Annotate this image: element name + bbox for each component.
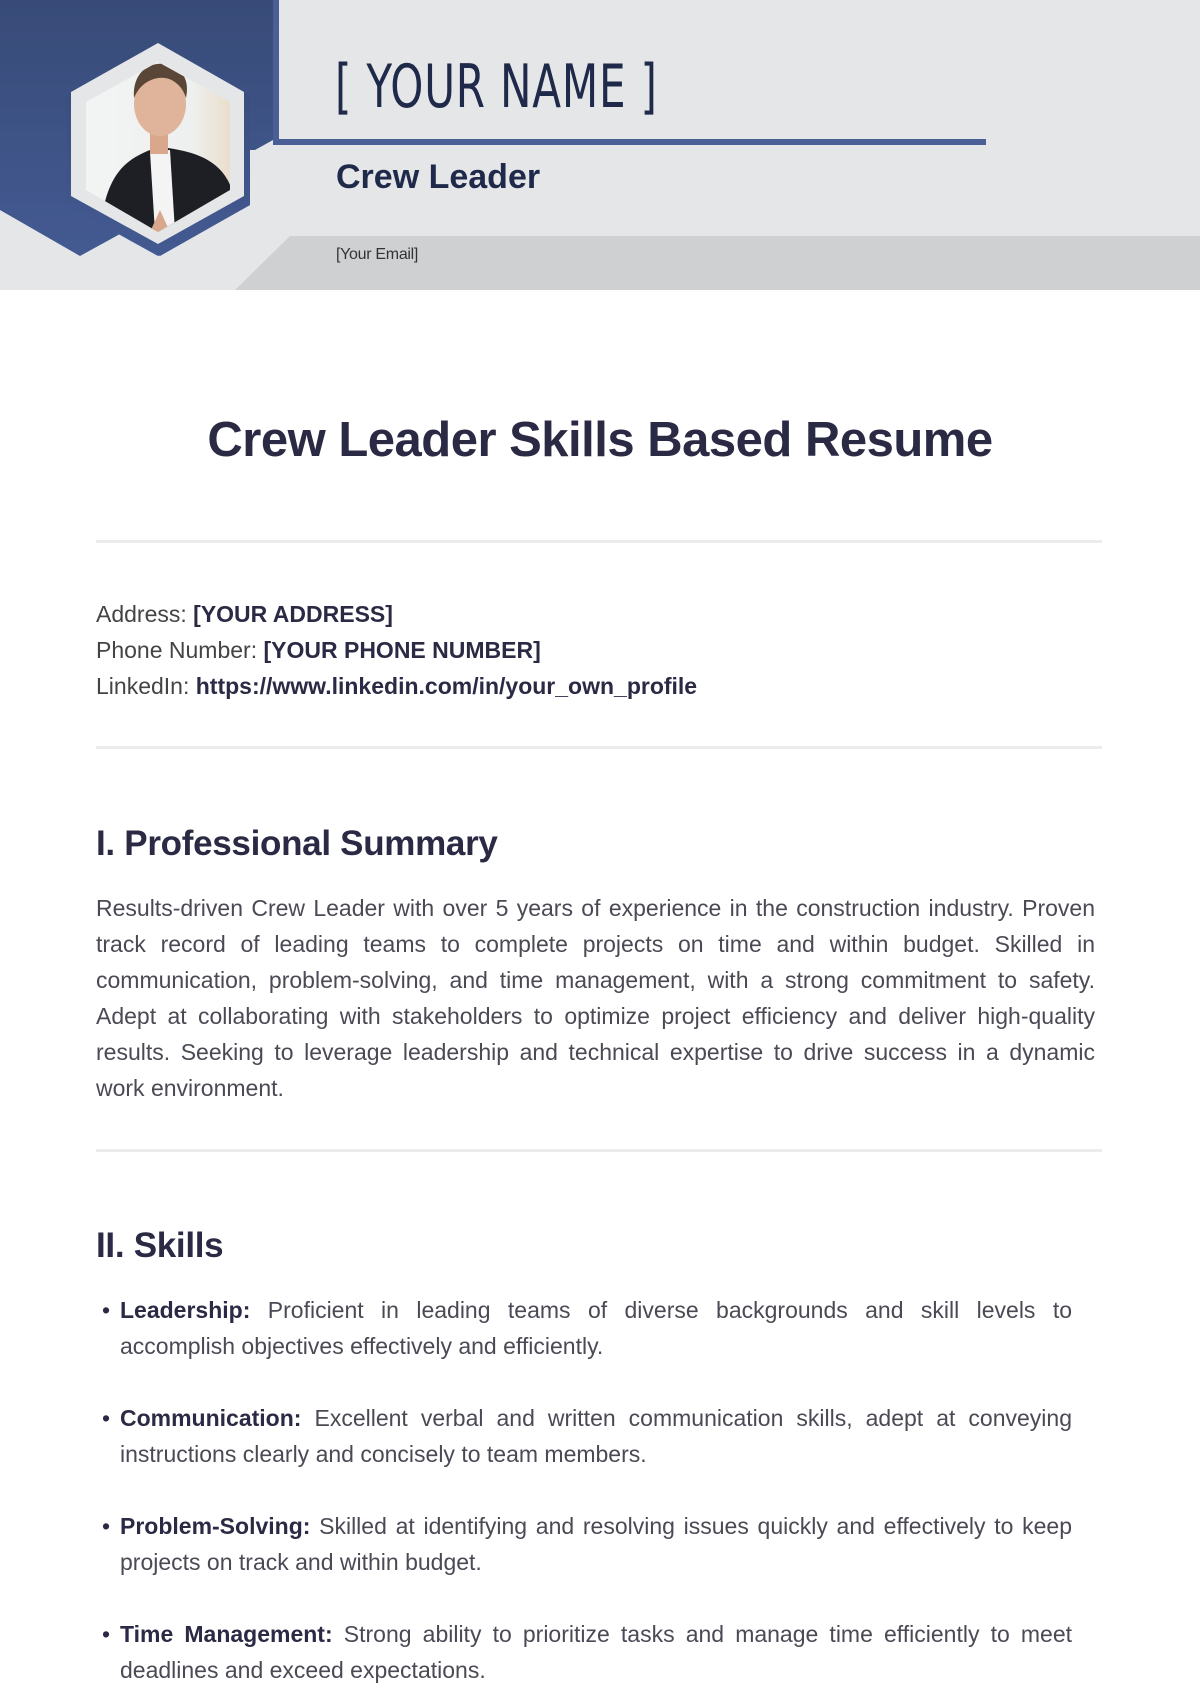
skills-list [96, 1292, 1072, 1701]
skill-label: Communication: [120, 1405, 302, 1431]
skill-label: Leadership: [120, 1297, 251, 1323]
contact-phone [96, 632, 697, 668]
section-title-skills: II. Skills [96, 1226, 224, 1265]
contact-address [96, 596, 697, 632]
skill-description: Excellent verbal and written communication skills, adept at conveying instructions clearly and concisely to team members. [120, 1405, 1072, 1467]
name-underline [273, 139, 986, 145]
job-title: Crew Leader [336, 158, 541, 196]
skill-item-leadership [96, 1292, 1072, 1364]
bullet-icon: • [102, 1405, 111, 1431]
divider [96, 746, 1102, 749]
skill-label: Time Management: [120, 1621, 333, 1647]
skill-item-problem-solving [96, 1508, 1072, 1580]
bullet-icon: • [102, 1297, 111, 1323]
document-title: Crew Leader Skills Based Resume [207, 413, 993, 467]
section-title-summary: I. Professional Summary [96, 824, 498, 863]
address-label: Address: [96, 601, 187, 627]
header-background-shapes [0, 0, 1200, 290]
divider [96, 540, 1102, 543]
skill-item-time-management [96, 1616, 1072, 1688]
skill-item-communication [96, 1400, 1072, 1472]
skill-description: Proficient in leading teams of diverse backgrounds and skill levels to accomplish objectives effectively and efficiently. [120, 1297, 1073, 1359]
phone-value: [YOUR PHONE NUMBER] [263, 637, 541, 663]
professional-summary-text: Results-driven Crew Leader with over 5 years of experience in the construction industry. Proven track record of leading teams to complete projects on time and within budget. Skilled in communication, problem-solving, and time management, with a strong commitment to safety. Adept at collaborating with stakeholders to optimize project efficiency and deliver high-quality results. Seeking to leverage leadership and technical expertise to drive success in a dynamic work environment. [96, 895, 1095, 1101]
divider [96, 1149, 1102, 1152]
skill-label: Problem-Solving: [120, 1513, 311, 1539]
email-field: [Your Email] [336, 246, 419, 263]
contact-linkedin [96, 668, 697, 704]
skill-description: Strong ability to prioritize tasks and manage time efficiently to meet deadlines and exceed expectations. [120, 1621, 1073, 1683]
address-value: [YOUR ADDRESS] [193, 601, 393, 627]
bullet-icon: • [102, 1513, 111, 1539]
skill-description: Skilled at identifying and resolving issues quickly and effectively to keep projects on track and within budget. [120, 1513, 1072, 1575]
resume-header [0, 0, 1200, 290]
candidate-name: [ YOUR NAME ] [335, 52, 658, 122]
bullet-icon: • [102, 1621, 111, 1647]
linkedin-label: LinkedIn: [96, 673, 190, 699]
phone-label: Phone Number: [96, 637, 258, 663]
contact-info [96, 596, 697, 704]
linkedin-link[interactable]: https://www.linkedin.com/in/your_own_profile [195, 673, 698, 699]
